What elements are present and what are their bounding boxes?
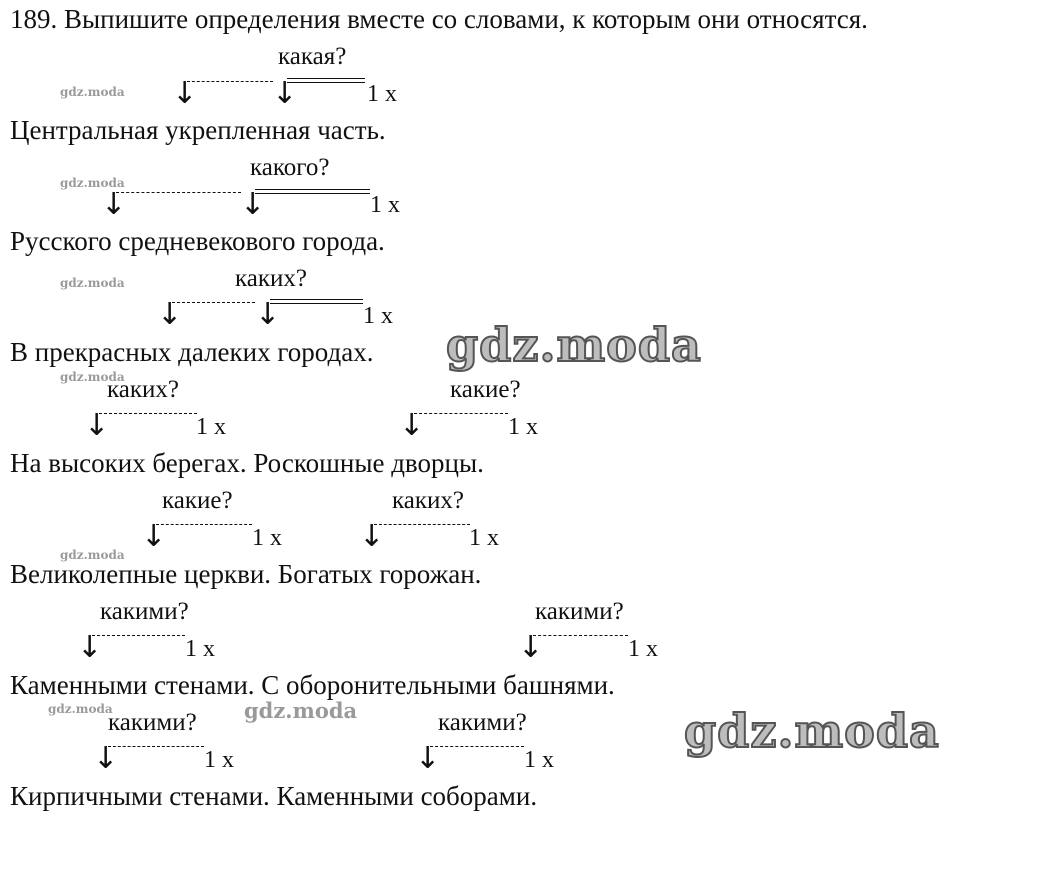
watermark: gdz.moda	[60, 548, 125, 562]
mark-label: 1 х	[370, 192, 400, 218]
down-arrow-icon: ↓	[240, 187, 266, 222]
watermark: gdz.moda	[60, 276, 125, 290]
text-line: Кирпичными стенами. Каменными соборами.	[10, 781, 538, 811]
watermark: gdz.moda	[60, 85, 125, 99]
question-label: какого?	[250, 154, 330, 181]
double-underline	[255, 189, 370, 194]
text-line: Каменными стенами. С оборонительными башнями.	[10, 670, 615, 700]
watermark: gdz.moda	[60, 176, 125, 190]
watermark: gdz.moda	[446, 318, 702, 372]
question-label: какими?	[108, 709, 197, 736]
question-label: какие?	[162, 487, 233, 514]
dashed-underline	[156, 524, 252, 525]
dashed-underline	[187, 81, 273, 82]
question-label: каких?	[107, 376, 179, 403]
down-arrow-icon: ↓	[77, 630, 103, 665]
mark-label: 1 х	[363, 303, 393, 329]
watermark: gdz.moda	[244, 698, 358, 723]
mark-label: 1 х	[204, 747, 234, 773]
dashed-underline	[374, 524, 470, 525]
down-arrow-icon: ↓	[84, 408, 110, 443]
exercise-title: 189. Выпишите определения вместе со словами, к которым они относятся.	[10, 4, 868, 34]
mark-label: 1 х	[524, 747, 554, 773]
down-arrow-icon: ↓	[518, 630, 544, 665]
text-line: В прекрасных далеких городах.	[10, 337, 374, 367]
down-arrow-icon: ↓	[101, 187, 127, 222]
dashed-underline	[533, 635, 628, 636]
down-arrow-icon: ↓	[93, 741, 119, 776]
double-underline	[270, 299, 363, 304]
dashed-underline	[430, 746, 524, 747]
down-arrow-icon: ↓	[172, 76, 198, 111]
mark-label: 1 х	[252, 525, 282, 551]
question-label: каких?	[392, 487, 464, 514]
text-line: Русского средневекового города.	[10, 226, 385, 256]
dashed-underline	[92, 635, 185, 636]
text-line: На высоких берегах. Роскошные дворцы.	[10, 448, 484, 478]
mark-label: 1 х	[469, 525, 499, 551]
question-label: какая?	[278, 43, 347, 70]
question-label: какими?	[100, 598, 189, 625]
dashed-underline	[108, 746, 204, 747]
mark-label: 1 х	[508, 414, 538, 440]
down-arrow-icon: ↓	[141, 519, 167, 554]
question-label: какими?	[535, 598, 624, 625]
text-line: Центральная укрепленная часть.	[10, 115, 386, 145]
text-line: Великолепные церкви. Богатых горожан.	[10, 559, 482, 589]
question-label: какими?	[438, 709, 527, 736]
mark-label: 1 х	[367, 81, 397, 107]
down-arrow-icon: ↓	[255, 297, 281, 332]
watermark: gdz.moda	[48, 702, 113, 716]
mark-label: 1 х	[185, 636, 215, 662]
down-arrow-icon: ↓	[157, 297, 183, 332]
double-underline	[287, 78, 365, 83]
down-arrow-icon: ↓	[415, 741, 441, 776]
question-label: какие?	[450, 376, 521, 403]
mark-label: 1 х	[628, 636, 658, 662]
dashed-underline	[99, 413, 197, 414]
watermark: gdz.moda	[60, 370, 125, 384]
mark-label: 1 х	[196, 414, 226, 440]
down-arrow-icon: ↓	[399, 408, 425, 443]
down-arrow-icon: ↓	[359, 519, 385, 554]
dashed-underline	[414, 413, 508, 414]
watermark: gdz.moda	[684, 704, 940, 758]
dashed-underline	[172, 302, 255, 303]
question-label: каких?	[235, 265, 307, 292]
dashed-underline	[116, 192, 241, 193]
down-arrow-icon: ↓	[272, 76, 298, 111]
